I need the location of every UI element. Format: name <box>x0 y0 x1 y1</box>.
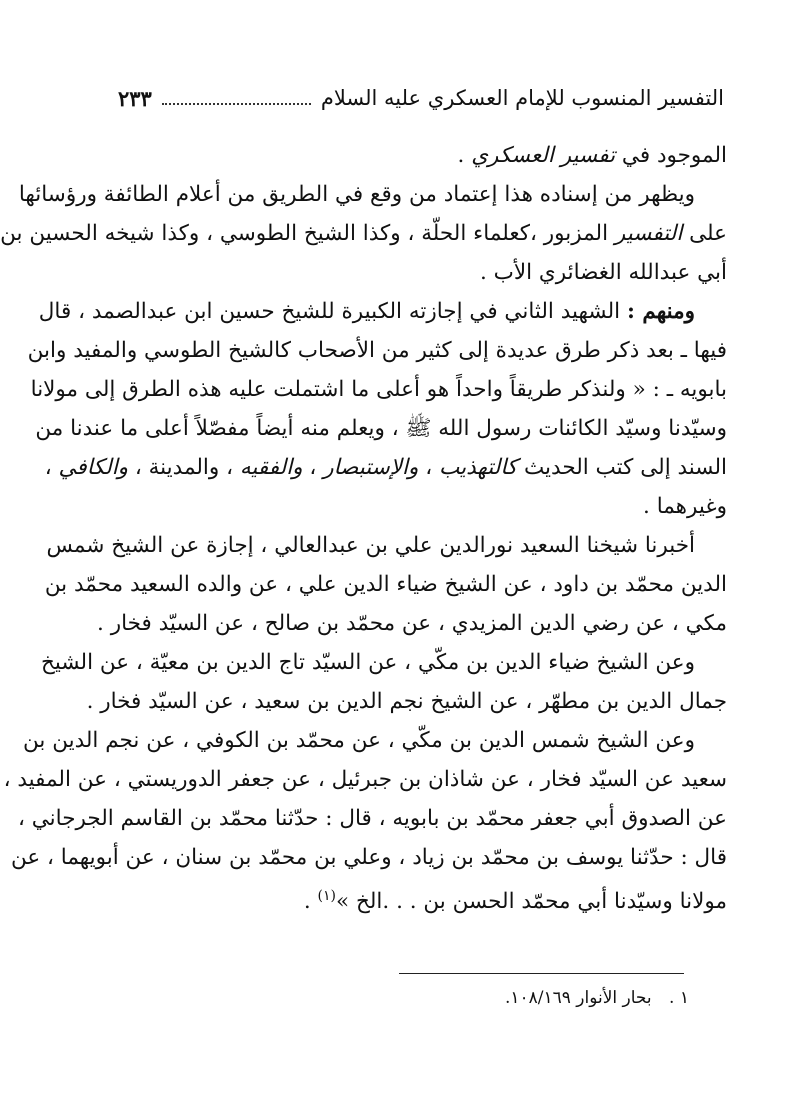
footnote-number: ١ . <box>669 988 689 1008</box>
text-span: ، <box>418 455 439 480</box>
text-line <box>0 214 727 253</box>
text-line <box>46 526 727 565</box>
text-span: وعن الشيخ شمس الدين بن مكّي ، عن محمّد بن الكوفي ، عن نجم الدين بن <box>23 728 695 753</box>
text-line <box>23 721 727 760</box>
text-span: أخبرنا شيخنا السعيد نورالدين علي بن عبدالعالي ، إجازة عن الشيخ شمس <box>46 533 695 558</box>
footnote-text: بحار الأنوار ١٠٨/١٦٩. <box>504 988 652 1008</box>
text-line <box>121 877 727 916</box>
bold-lead: ومنهم : <box>626 299 695 324</box>
text-span: ويظهر من إسناده هذا إعتماد من وقع في الطريق من أعلام الطائفة ورؤسائها <box>18 182 695 207</box>
text-span: الشهيد الثاني في إجازته الكبيرة للشيخ حسين ابن عبدالصمد ، قال <box>38 299 627 324</box>
text-line <box>121 136 727 175</box>
book-title: كالتهذيب <box>438 455 518 480</box>
book-title: والكافي <box>58 455 129 480</box>
text-span: قال : حدّثنا يوسف بن محمّد بن زياد ، وعلي بن محمّد بن سنان ، عن أبويهما ، عن <box>10 845 727 870</box>
footnote <box>505 988 689 1008</box>
text-line <box>44 448 727 487</box>
text-line <box>121 487 727 526</box>
text-line <box>10 838 727 877</box>
text-line <box>86 682 727 721</box>
page-number: ٢٣٣ <box>118 85 152 111</box>
text-span: ، <box>302 455 324 480</box>
text-line <box>97 604 727 643</box>
text-line <box>18 175 727 214</box>
text-span: جمال الدين بن مطهّر ، عن الشيخ نجم الدين بن سعيد ، عن السيّد فخار . <box>86 689 727 714</box>
text-span: مولانا وسيّدنا أبي محمّد الحسن بن . . .الخ » <box>336 889 727 915</box>
book-title: تفسير العسكري <box>471 143 616 168</box>
text-line <box>40 643 727 682</box>
text-span: بابويه ـ : « ولنذكر طريقاً واحداً هو أعلى ما اشتملت عليه هذه الطرق إلى مولانا <box>30 377 727 402</box>
text-line <box>121 253 727 292</box>
text-span: المزبور ،كعلماء الحلّة ، وكذا الشيخ الطوسي ، وكذا شيخه الحسين بن <box>0 221 615 246</box>
running-title: التفسير المنسوب للإمام العسكري عليه السلام <box>320 86 724 110</box>
book-title: التفسير <box>614 221 683 246</box>
footnote-ref: (١) <box>317 888 337 904</box>
text-span: مكي ، عن رضي الدين المزيدي ، عن محمّد بن صالح ، عن السيّد فخار . <box>97 611 727 636</box>
running-header <box>118 80 724 116</box>
text-span: فيها ـ بعد ذكر طرق عديدة إلى كثير من الأصحاب كالشيخ الطوسي والمفيد وابن <box>27 338 727 363</box>
text-span: الموجود في <box>615 143 727 168</box>
dotted-leader <box>162 103 311 105</box>
text-line <box>27 331 727 370</box>
text-line <box>44 565 727 604</box>
text-line <box>35 409 727 448</box>
text-line <box>3 760 727 799</box>
text-line <box>30 370 727 409</box>
text-span: الدين محمّد بن داود ، عن الشيخ ضياء الدين علي ، عن والده السعيد محمّد بن <box>44 572 727 597</box>
text-line <box>38 292 727 331</box>
text-span: ، والمدينة ، <box>128 455 240 480</box>
text-span: ، <box>44 455 59 480</box>
text-span: على <box>682 221 727 246</box>
footnote-divider <box>399 973 684 974</box>
text-span: وعن الشيخ ضياء الدين بن مكّي ، عن السيّد تاج الدين بن معيّة ، عن الشيخ <box>40 650 695 675</box>
text-span: . <box>303 889 318 915</box>
book-title: والإستبصار <box>323 455 419 480</box>
text-span: السند إلى كتب الحديث <box>517 455 727 480</box>
body-text <box>0 136 727 916</box>
text-span: . <box>457 143 472 168</box>
text-span: أبي عبدالله الغضائري الأب . <box>479 260 727 285</box>
text-span: سعيد عن السيّد فخار ، عن شاذان بن جبرئيل ، عن جعفر الدوريستي ، عن المفيد ، <box>3 767 727 792</box>
text-line <box>17 799 727 838</box>
text-span: عن الصدوق أبي جعفر محمّد بن بابويه ، قال : حدّثنا محمّد بن القاسم الجرجاني ، <box>17 806 727 831</box>
text-span: وغيرهما . <box>643 494 727 519</box>
book-title: والفقيه <box>239 455 303 480</box>
text-span: وسيّدنا وسيّد الكائنات رسول الله ﷺ ، ويعلم منه أيضاً مفصّلاً أعلى ما عندنا من <box>35 416 727 441</box>
